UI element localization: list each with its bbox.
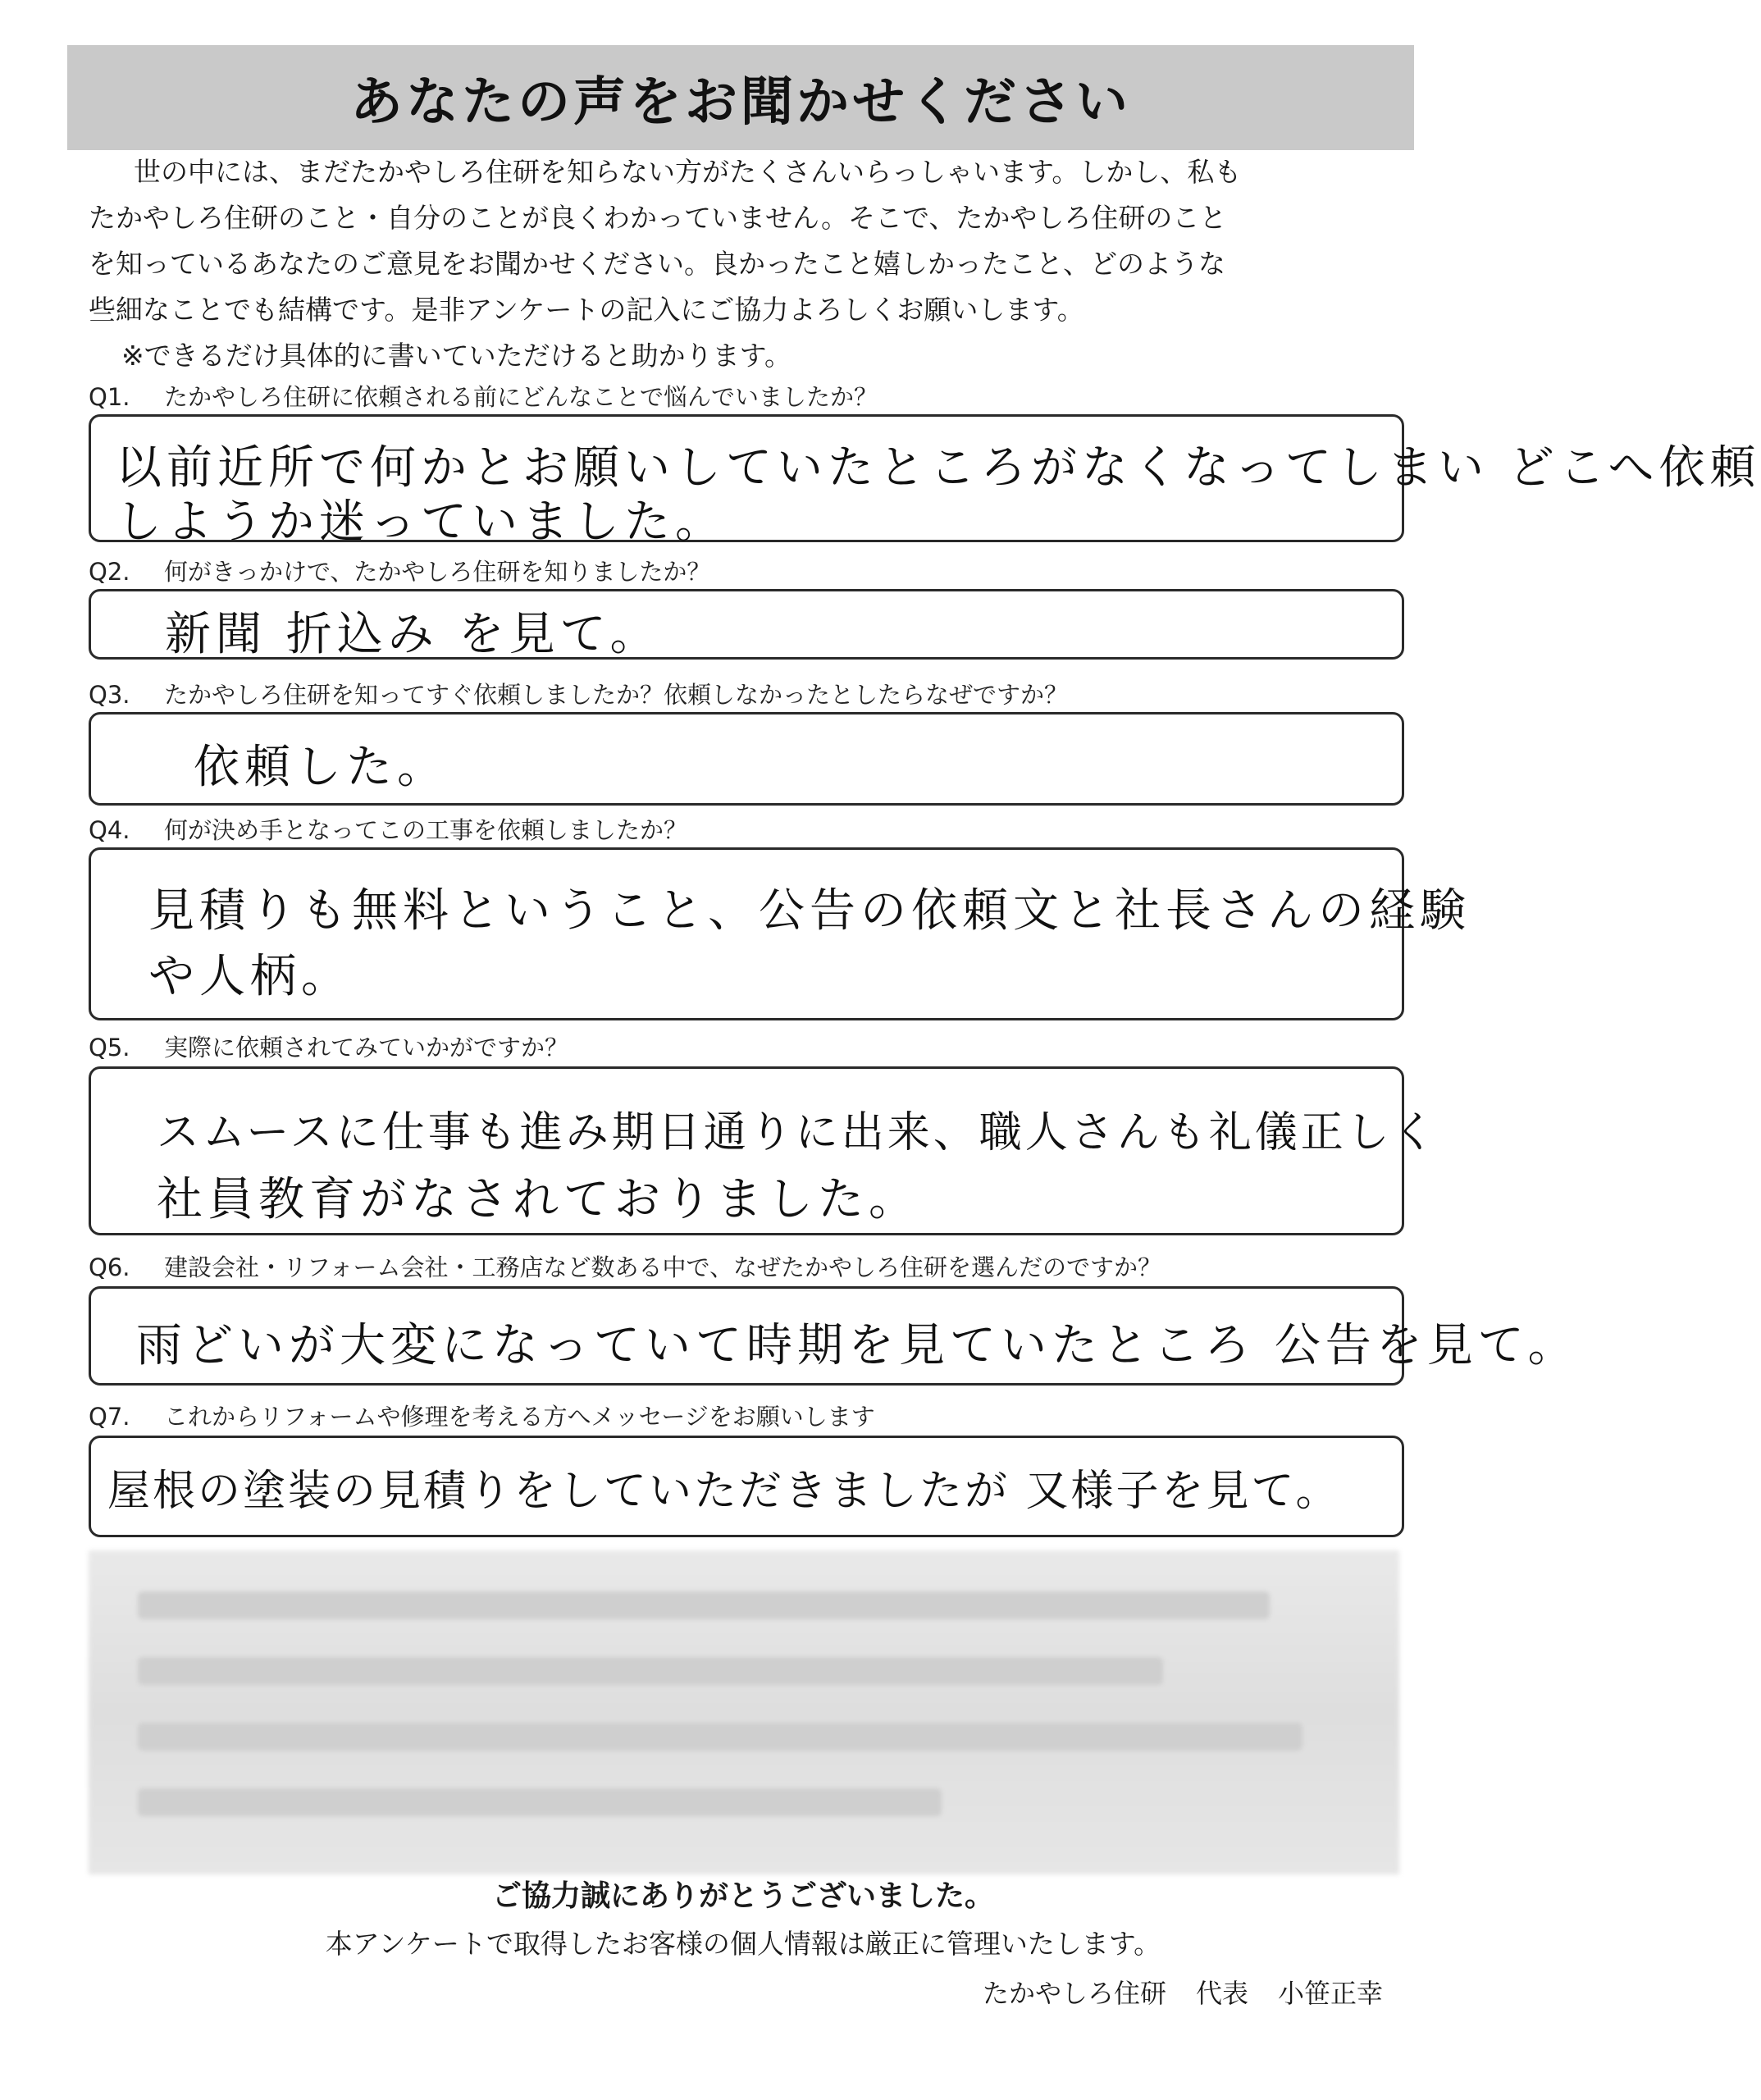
handwritten-answer: 依頼した。 (194, 741, 448, 794)
signature (983, 1973, 1383, 2011)
answer-box-4 (89, 847, 1471, 1020)
question-text: これからリフォームや修理を考える方へメッセージをお願いします (164, 1403, 875, 1431)
handwritten-answer: 見積りも無料ということ、公告の依頼文と社長さんの経験 (148, 884, 1471, 938)
answer-box-3 (89, 712, 1404, 806)
question-6 (89, 1249, 1161, 1283)
handwritten-answer: 社員教育がなされておりました。 (157, 1173, 919, 1226)
redacted-area (89, 1550, 1399, 1874)
handwritten-answer: 新聞 折込み を見て。 (165, 608, 661, 661)
question-4 (89, 812, 687, 846)
handwritten-answer: しようか迷っていました。 (116, 495, 726, 549)
handwritten-answer: 雨どいが大変になっていて時期を見ていたところ 公告を見て。 (136, 1319, 1579, 1372)
company-name: たかやしろ住研 (982, 1978, 1166, 2009)
question-number: Q3. (89, 681, 130, 709)
question-number: Q6. (89, 1253, 130, 1281)
question-5 (89, 1029, 568, 1063)
handwritten-answer: スムースに仕事も進み期日通りに出来、職人さんも礼儀正しく (157, 1108, 1439, 1157)
question-1 (89, 379, 878, 413)
intro-line: たかやしろ住研のこと・自分のことが良くわかっていません。そこで、たかやしろ住研のこと (89, 202, 1227, 234)
question-number: Q1. (89, 383, 130, 411)
handwritten-answer: 以前近所で何かとお願いしていたところがなくなってしまい どこへ依頼 (116, 441, 1761, 495)
answer-box-6 (89, 1286, 1579, 1386)
question-text: たかやしろ住研を知ってすぐ依頼しましたか？依頼しなかったとしたらなぜですか？ (164, 681, 1069, 709)
redacted-line (138, 1591, 1270, 1619)
answer-box-2 (89, 589, 1404, 660)
intro-text (89, 149, 1434, 379)
question-text: 何が決め手となってこの工事を依頼しましたか？ (164, 816, 688, 844)
answer-box-1 (89, 414, 1761, 549)
intro-line: 世の中には、まだたかやしろ住研を知らない方がたくさんいらっしゃいます。しかし、私も (134, 156, 1242, 188)
handwritten-answer: や人柄。 (148, 950, 352, 1003)
intro-note: ※できるだけ具体的に書いていただけると助かります。 (121, 340, 792, 372)
signer-role: 代表 (1195, 1978, 1248, 2009)
question-number: Q4. (89, 816, 130, 844)
question-text: たかやしろ住研に依頼される前にどんなことで悩んでいましたか？ (164, 383, 878, 411)
answer-box-7 (89, 1436, 1404, 1537)
intro-line: 些細なことでも結構です。是非アンケートの記入にご協力よろしくお願いします。 (89, 294, 1084, 326)
answer-box-5 (89, 1066, 1439, 1235)
redacted-line (138, 1788, 942, 1816)
question-2 (89, 554, 710, 587)
intro-line: を知っているあなたのご意見をお聞かせください。良かったこと嬉しかったこと、どのような (89, 248, 1225, 280)
handwritten-answer: 屋根の塗装の見積りをしていただきましたが 又様子を見て。 (107, 1467, 1341, 1516)
question-7 (89, 1399, 875, 1432)
question-text: 何がきっかけで、たかやしろ住研を知りましたか？ (164, 558, 711, 586)
question-number: Q5. (89, 1034, 130, 1061)
question-text: 実際に依頼されてみていかがですか？ (164, 1034, 569, 1061)
page-title: あなたの声をお聞かせください (350, 72, 1131, 133)
redacted-line (138, 1723, 1303, 1751)
thanks-message: ご協力誠にありがとうございました。 (491, 1879, 994, 1913)
question-number: Q2. (89, 558, 130, 586)
privacy-notice: 本アンケートで取得したお客様の個人情報は厳正に管理いたします。 (325, 1928, 1161, 1960)
question-text: 建設会社・リフォーム会社・工務店など数ある中で、なぜたかやしろ住研を選んだのですか？ (164, 1253, 1161, 1281)
redacted-line (138, 1657, 1163, 1685)
signer-name: 小笹正幸 (1277, 1978, 1383, 2009)
title-banner (67, 45, 1414, 150)
question-3 (89, 677, 1068, 710)
question-number: Q7. (89, 1403, 130, 1431)
